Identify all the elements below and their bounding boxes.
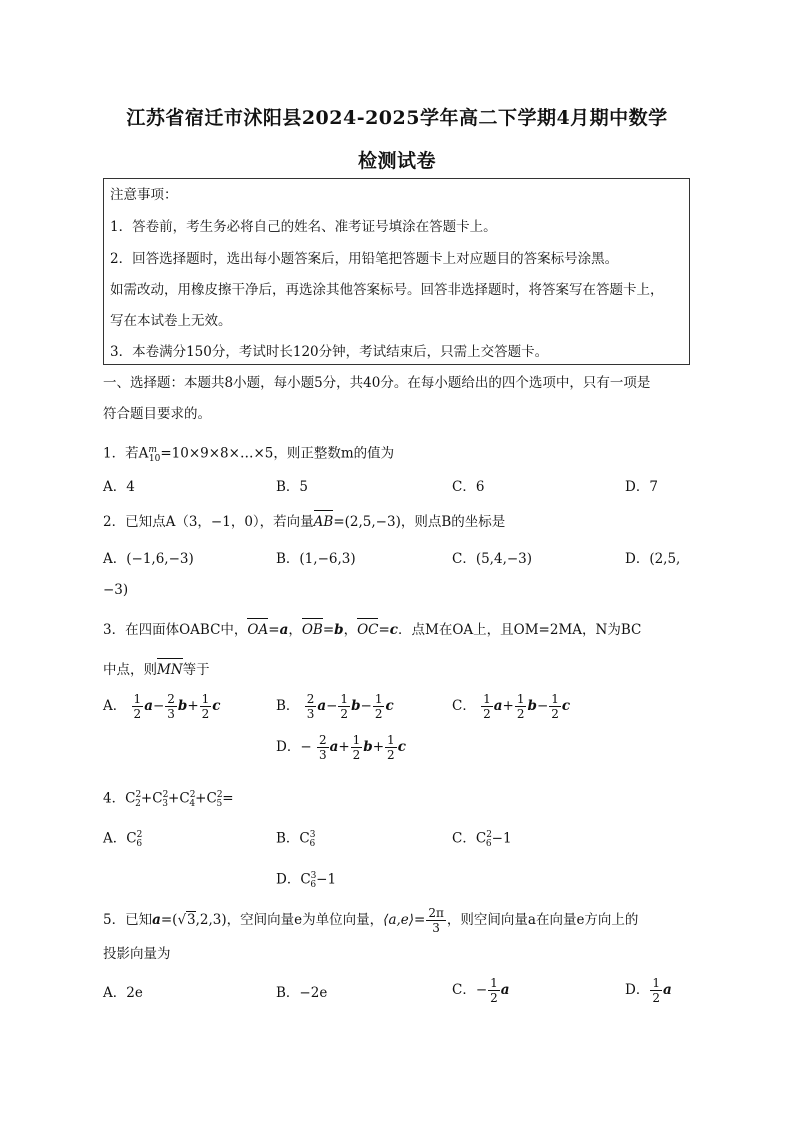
q3-eq-2: = — [322, 622, 335, 638]
q5-d-frac — [650, 976, 662, 1005]
q3-c-d3: 2 — [551, 707, 559, 721]
question-4 — [103, 786, 234, 813]
q3-b-d3: 2 — [374, 707, 383, 721]
q4-c-sub: 6 — [485, 839, 492, 850]
question-2 — [103, 513, 505, 531]
q3-c-n1: 1 — [483, 692, 491, 706]
q3-c-frac-2 — [515, 692, 527, 721]
q3-b-term-b: b — [351, 698, 361, 714]
q3-d-n2: 1 — [352, 733, 361, 747]
q3-option-b — [276, 692, 394, 721]
q3-d-lead: − — [300, 739, 312, 755]
notice-item-2: 2．回答选择题时，选出每小题答案后，用铅笔把答题卡上对应题目的答案标号涂黑。 — [110, 251, 619, 267]
q4-c-tail: −1 — [491, 830, 512, 847]
q3-c-frac-3 — [549, 692, 561, 721]
q4-t3-sub: 4 — [189, 799, 196, 810]
q5-suffix: ，则空间向量a在向量e方向上的 — [446, 912, 639, 928]
q4-c-4: C — [206, 790, 217, 807]
q3-eq-1: = — [268, 622, 280, 638]
q3-a-n2: 2 — [167, 692, 175, 706]
q3-c-term-b: b — [527, 698, 537, 714]
q3-a-frac-1 — [132, 692, 144, 721]
title-line-1: 江苏省宿迁市沭阳县2024-2025学年高二下学期4月期中数学 — [126, 107, 668, 129]
q4-c-1: C — [125, 790, 136, 807]
q4-d-c: C — [300, 871, 311, 888]
q4-c-sup: 2 — [486, 830, 492, 840]
q4-d-sub: 6 — [310, 880, 317, 891]
q3-line2-prefix: 中点，则 — [103, 662, 157, 678]
q3-b-s2: − — [360, 698, 372, 714]
q4-option-b — [276, 826, 315, 853]
q3-a-term-b: b — [177, 698, 188, 714]
q4-t1-sub: 2 — [135, 799, 141, 810]
q5-d-num: 1 — [652, 976, 660, 990]
q2-prefix: 2．已知点A（3，−1，0），若向量 — [103, 514, 314, 530]
q4-t4-sub: 5 — [216, 799, 223, 810]
q3-c-frac-1 — [481, 692, 493, 721]
notice-item-1: 1．答卷前，考生务必将自己的姓名、准考证号填涂在答题卡上。 — [110, 219, 497, 235]
q5-mid: ，空间向量e为单位向量， — [226, 912, 384, 928]
question-3-line-2 — [103, 661, 210, 679]
q3-vec-mn: MN — [157, 662, 183, 678]
q4-t2-sub: 3 — [162, 799, 169, 810]
q5-c-frac — [488, 976, 500, 1005]
question-5-line-2: 投影向量为 — [103, 946, 171, 962]
question-3 — [103, 621, 641, 639]
q3-b-n3: 1 — [374, 692, 383, 706]
q4-d-label: D． — [276, 871, 301, 888]
q4-t1-sup: 2 — [135, 790, 142, 800]
q3-d-d1: 3 — [318, 748, 327, 762]
q3-d-d2: 2 — [352, 748, 361, 762]
q5-angle: ⟨a,e⟩= — [383, 912, 426, 928]
question-5 — [103, 906, 638, 935]
q4-d-sup: 3 — [310, 871, 317, 881]
q3-c-d2: 2 — [516, 707, 525, 721]
q3-a-s2: + — [187, 698, 199, 714]
q3-b-n1: 2 — [306, 692, 315, 706]
q2-vec-ab: AB — [313, 514, 334, 530]
q3-b-label: B． — [276, 698, 300, 714]
q3-a: a — [279, 622, 289, 638]
q2-option-a: A．(−1,6,−3) — [103, 551, 194, 567]
q4-b-sub: 6 — [309, 839, 316, 850]
q1-A: A — [138, 445, 149, 462]
q1-suffix: ，则正整数m的值为 — [273, 445, 395, 462]
q3-b-frac-3 — [373, 692, 385, 721]
q4-a-label: A． — [103, 830, 127, 847]
q3-d-term-c: c — [397, 739, 406, 755]
q4-plus-1: + — [140, 790, 153, 807]
q4-b-label: B． — [276, 830, 300, 847]
q3-a-s1: − — [152, 698, 165, 714]
q3-b-frac-2 — [338, 692, 350, 721]
q5-pi-frac — [426, 906, 446, 935]
q5-d-den: 2 — [652, 991, 660, 1005]
q3-a-frac-3 — [200, 692, 212, 721]
q2-option-d: D．(2,5, — [625, 551, 681, 567]
q4-a-sub: 6 — [136, 839, 143, 850]
q3-c-s2: − — [536, 698, 549, 714]
q3-option-a — [103, 692, 221, 721]
q3-a-n1: 1 — [133, 692, 142, 706]
q3-b: b — [334, 622, 344, 638]
q3-option-d — [276, 733, 406, 762]
notice-heading: 注意事项： — [110, 187, 178, 203]
q3-d-s1: + — [338, 739, 350, 755]
q3-suffix: ．点M在OA上，且OM=2MA，N为BC — [398, 622, 642, 638]
q1-option-b: B．5 — [276, 479, 309, 495]
q4-c-3: C — [179, 790, 190, 807]
q3-d-s2: + — [372, 739, 385, 755]
q3-d-frac-2 — [351, 733, 363, 762]
q3-vec-oc: OC — [357, 622, 379, 638]
q5-c-num: 1 — [490, 976, 498, 990]
q3-c: c — [389, 622, 399, 638]
q3-d-term-a: a — [329, 739, 339, 755]
q3-prefix: 3．在四面体OABC中， — [103, 622, 248, 638]
q3-sep-2: ， — [343, 622, 358, 638]
q3-c-d1: 2 — [483, 707, 491, 721]
q3-a-term-a: a — [144, 698, 153, 714]
q5-c-label: C．− — [452, 982, 488, 998]
q3-vec-ob: OB — [301, 622, 323, 638]
q5-a: a — [152, 912, 161, 928]
q5-pi-den: 3 — [432, 921, 440, 935]
q4-plus-2: + — [168, 790, 180, 807]
question-1 — [103, 441, 394, 468]
section-heading-2: 符合题目要求的。 — [103, 406, 211, 422]
q1-sup: m — [148, 445, 157, 455]
q3-a-label: A． — [103, 698, 127, 714]
q1-option-a: A．4 — [103, 479, 135, 495]
q4-t2-sup: 2 — [162, 790, 169, 800]
q4-a-c: C — [126, 830, 137, 847]
q3-d-n3: 1 — [387, 733, 395, 747]
q2-option-b: B．(1,−6,3) — [276, 551, 356, 567]
q3-d-term-b: b — [363, 739, 373, 755]
q3-a-n3: 1 — [201, 692, 210, 706]
q5-prefix: 5．已知 — [103, 912, 153, 928]
q4-c-label: C． — [452, 830, 476, 847]
notice-item-3: 3．本卷满分150分，考试时长120分钟，考试结束后，只需上交答题卡。 — [110, 344, 549, 360]
q5-c-a: a — [500, 982, 510, 998]
q4-prefix: 4． — [103, 790, 126, 807]
q1-sub: 10 — [148, 454, 161, 465]
q1-prefix: 1．若 — [103, 445, 139, 462]
q2-option-c: C．(5,4,−3) — [452, 551, 533, 567]
q4-c-2: C — [152, 790, 163, 807]
q4-option-d — [276, 867, 336, 894]
q3-a-d3: 2 — [201, 707, 210, 721]
q4-plus-3: + — [195, 790, 207, 807]
q3-b-n2: 1 — [340, 692, 349, 706]
q3-c-term-a: a — [493, 698, 503, 714]
title-line-2: 检测试卷 — [357, 150, 436, 172]
q3-a-d2: 3 — [167, 707, 175, 721]
q4-d-tail: −1 — [316, 871, 337, 888]
q4-option-a — [103, 826, 142, 853]
q5-pi-num: 2π — [428, 906, 444, 920]
q3-c-n3: 1 — [551, 692, 559, 706]
q5-c-den: 2 — [490, 991, 498, 1005]
q3-d-n1: 2 — [318, 733, 327, 747]
notice-item-2b: 如需改动，用橡皮擦干净后，再选涂其他答案标号。回答非选择题时，将答案写在答题卡上， — [110, 282, 664, 298]
q3-line2-suffix: 等于 — [182, 662, 210, 678]
q3-b-s1: − — [326, 698, 338, 714]
q3-b-term-a: a — [317, 698, 327, 714]
q5-open: ( — [172, 912, 178, 928]
notice-box — [103, 178, 690, 365]
q5-sqrt-val: 3 — [187, 912, 196, 928]
q4-b-c: C — [299, 830, 310, 847]
q4-b-sup: 3 — [309, 830, 316, 840]
q3-d-frac-3 — [385, 733, 397, 762]
q3-vec-oa: OA — [247, 622, 269, 638]
q5-option-c — [452, 976, 510, 1005]
q5-option-a: A．2e — [103, 985, 143, 1001]
q4-t4-sup: 2 — [216, 790, 223, 800]
q3-a-d1: 2 — [133, 707, 142, 721]
q3-sep-1: ， — [288, 622, 302, 638]
q4-eq: = — [222, 790, 234, 807]
q3-d-d3: 2 — [387, 748, 395, 762]
q3-a-term-c: c — [212, 698, 221, 714]
q3-a-frac-2 — [165, 692, 177, 721]
notice-item-2c: 写在本试卷上无效。 — [110, 313, 232, 329]
q3-c-n2: 1 — [516, 692, 525, 706]
q2-option-d-cont: −3) — [103, 582, 129, 598]
q3-c-s1: + — [502, 698, 514, 714]
q3-b-term-c: c — [385, 698, 394, 714]
q5-option-b: B．−2e — [276, 985, 328, 1001]
q4-c-c: C — [475, 830, 487, 847]
q1-expr: =10×9×8×…×5 — [160, 445, 274, 462]
q3-c-label: C． — [452, 698, 476, 714]
q4-t3-sup: 2 — [189, 790, 196, 800]
q3-b-d2: 2 — [340, 707, 349, 721]
q5-rest: ,2,3) — [195, 912, 227, 928]
q5-sqrt-sign: √ — [177, 912, 187, 928]
q3-d-frac-1 — [317, 733, 329, 762]
q2-suffix: ，则点B的坐标是 — [400, 514, 506, 530]
q1-perm — [148, 441, 160, 468]
q5-option-d — [625, 976, 672, 1005]
q3-b-frac-1 — [305, 692, 317, 721]
q5-eq: = — [160, 912, 173, 928]
q3-b-d1: 3 — [306, 707, 315, 721]
q3-eq-3: = — [378, 622, 390, 638]
q1-option-c: C．6 — [452, 479, 485, 495]
q2-expr: =(2,5,−3) — [333, 514, 401, 530]
q3-option-c — [452, 692, 570, 721]
q5-d-a: a — [662, 982, 672, 998]
q3-d-label: D． — [276, 739, 301, 755]
q3-c-term-c: c — [561, 698, 571, 714]
q1-option-d: D．7 — [625, 479, 658, 495]
section-heading-1: 一、选择题：本题共8小题，每小题5分，共40分。在每小题给出的四个选项中，只有一项是 — [103, 375, 651, 391]
q4-option-c — [452, 826, 512, 853]
q4-a-sup: 2 — [136, 830, 143, 840]
q5-d-label: D． — [625, 982, 650, 998]
